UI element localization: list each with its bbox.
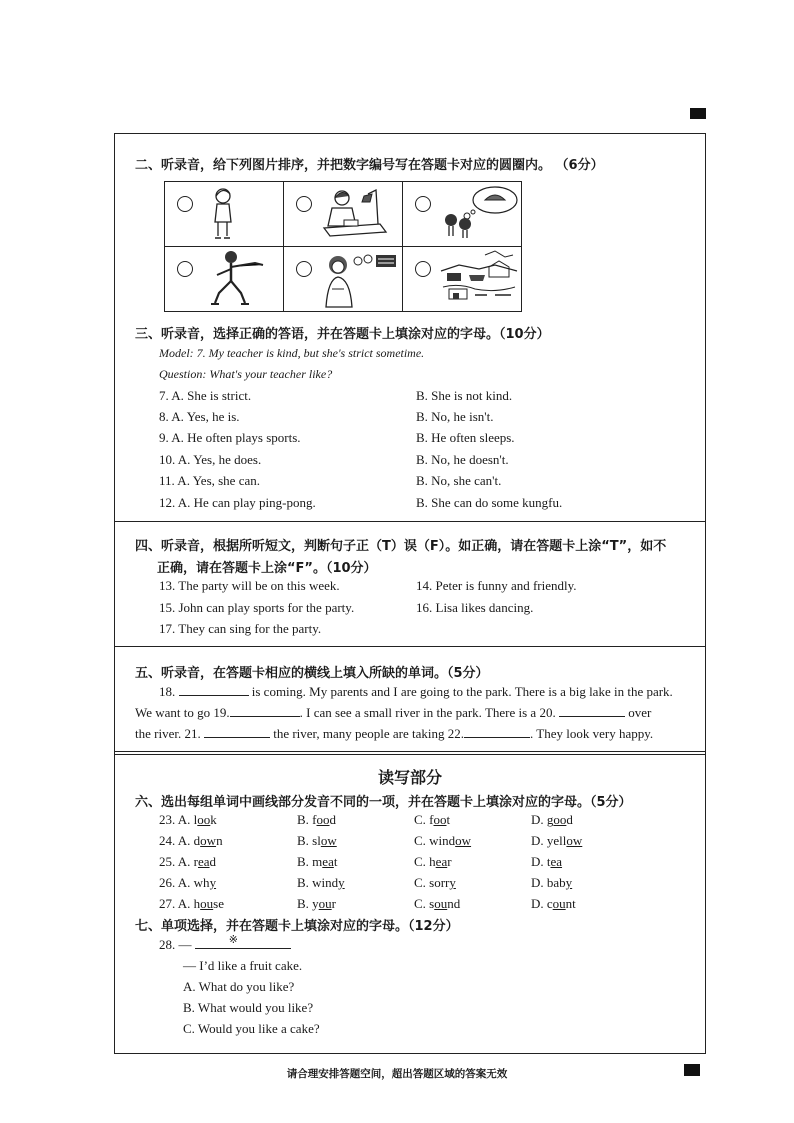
- section4-title-line1: 四、听录音，根据所听短文，判断句子正（T）误（F）。如正确，请在答题卡上涂“T”，如不: [135, 539, 667, 554]
- eating-kids-icon: [439, 184, 521, 240]
- park-scene-icon: [439, 247, 519, 307]
- underlined-letters: y: [565, 875, 573, 890]
- q18-label: 18.: [159, 684, 176, 699]
- option-text: B. m: [297, 854, 323, 869]
- divider: [115, 646, 705, 647]
- answer-circle[interactable]: [296, 196, 312, 212]
- divider: [115, 751, 705, 752]
- answer-circle[interactable]: [415, 196, 431, 212]
- option-text: 25. A. r: [159, 854, 198, 869]
- divider: [115, 754, 705, 755]
- option-text: C. s: [414, 896, 435, 911]
- option-text: t: [446, 812, 451, 827]
- picture-cell-5: [284, 247, 403, 311]
- option-text: D. yell: [531, 833, 567, 848]
- q22-blank[interactable]: [464, 725, 530, 738]
- q8-a: 8. A. Yes, he is.: [159, 409, 240, 424]
- picture-cell-3: [403, 182, 522, 246]
- kungfu-icon: [205, 247, 271, 309]
- picture-grid: [164, 181, 522, 312]
- reading-writing-heading: 读写部分: [377, 768, 442, 787]
- q28-line: [159, 936, 291, 953]
- q28-mark: ※: [228, 934, 238, 946]
- q7-b: B. She is not kind.: [416, 388, 513, 403]
- underlined-letters: y: [209, 875, 217, 890]
- underlined-letters: oo: [197, 812, 211, 827]
- boy-icon: [207, 186, 247, 242]
- answer-frame: [114, 133, 706, 1054]
- answer-circle[interactable]: [296, 261, 312, 277]
- option-text: D. c: [531, 896, 553, 911]
- q9-a: 9. A. He often plays sports.: [159, 430, 301, 445]
- underlined-letters: ea: [322, 854, 334, 869]
- option-text: B. y: [297, 896, 319, 911]
- underlined-letters: ea: [198, 854, 210, 869]
- q15: 15. John can play sports for the party.: [159, 600, 355, 615]
- option-text: 26. A. wh: [159, 875, 210, 890]
- option-text: D. t: [531, 854, 551, 869]
- q16: 16. Lisa likes dancing.: [416, 600, 534, 615]
- option-text: 23. A. l: [159, 812, 198, 827]
- cloze-text: . They look very happy.: [530, 726, 654, 741]
- phonics-option: [159, 896, 224, 912]
- section3-title: 三、听录音，选择正确的答语，并在答题卡上填涂对应的字母。（10分）: [135, 327, 550, 342]
- underlined-letters: y: [449, 875, 456, 890]
- grandma-icon: [320, 249, 400, 309]
- underlined-letters: oo: [433, 812, 447, 827]
- option-text: d: [566, 812, 573, 827]
- phonics-option: [531, 833, 582, 849]
- option-text: n: [216, 833, 223, 848]
- divider: [115, 521, 705, 522]
- underlined-letters: oo: [553, 812, 567, 827]
- picture-cell-4: [165, 247, 284, 311]
- q17: 17. They can sing for the party.: [159, 621, 322, 636]
- option-text: B. wind: [297, 875, 339, 890]
- underlined-letters: y: [338, 875, 345, 890]
- phonics-option: [414, 812, 450, 828]
- cloze-line-1: [159, 683, 673, 700]
- q28-answer: — I’d like a fruit cake.: [183, 958, 303, 973]
- cloze-line-2: [135, 704, 651, 721]
- cloze-text: the river. 21.: [135, 726, 201, 741]
- option-text: d: [329, 812, 336, 827]
- underlined-letters: ou: [552, 896, 566, 911]
- option-text: nd: [447, 896, 461, 911]
- cloze-text: We want to go 19.: [135, 705, 230, 720]
- phonics-option: [414, 875, 456, 891]
- option-text: se: [213, 896, 225, 911]
- question-line: Question: What's your teacher like?: [159, 367, 333, 381]
- q10-b: B. No, he doesn't.: [416, 452, 509, 467]
- underlined-letters: ea: [435, 854, 448, 869]
- q11-a: 11. A. Yes, she can.: [159, 473, 260, 488]
- q14: 14. Peter is funny and friendly.: [416, 578, 577, 593]
- option-text: D. bab: [531, 875, 566, 890]
- option-text: C. wind: [414, 833, 456, 848]
- q28-label: 28. —: [159, 937, 192, 952]
- phonics-option: [297, 854, 337, 870]
- option-text: 27. A. h: [159, 896, 201, 911]
- cloze-text: over: [628, 705, 652, 720]
- phonics-option: [531, 896, 576, 912]
- q28-blank[interactable]: [195, 936, 291, 949]
- option-text: 24. A. d: [159, 833, 201, 848]
- reading-at-desk-icon: [320, 186, 394, 242]
- underlined-letters: ou: [434, 896, 448, 911]
- underlined-letters: ou: [318, 896, 332, 911]
- underlined-letters: oo: [316, 812, 330, 827]
- picture-cell-1: [165, 182, 284, 246]
- phonics-option: [531, 875, 572, 891]
- option-text: r: [331, 896, 337, 911]
- phonics-option: [159, 833, 223, 849]
- phonics-option: [297, 875, 345, 891]
- q12-b: B. She can do some kungfu.: [416, 495, 563, 510]
- q18-blank[interactable]: [179, 683, 249, 696]
- phonics-option: [414, 896, 460, 912]
- underlined-letters: ow: [455, 833, 472, 848]
- q11-b: B. No, she can't.: [416, 473, 502, 488]
- section7-title: 七、单项选择，并在答题卡上填涂对应的字母。（12分）: [135, 919, 459, 934]
- cloze-line-3: [135, 725, 653, 742]
- option-text: nt: [565, 896, 576, 911]
- option-text: t: [333, 854, 338, 869]
- cloze-text: . I can see a small river in the park. There is a 20.: [299, 705, 556, 720]
- option-text: B. f: [297, 812, 317, 827]
- option-text: C. f: [414, 812, 434, 827]
- underlined-letters: ea: [550, 854, 563, 869]
- option-text: r: [447, 854, 452, 869]
- option-text: C. sorr: [414, 875, 450, 890]
- underlined-letters: ow: [200, 833, 217, 848]
- section6-title: 六、选出每组单词中画线部分发音不同的一项，并在答题卡上填涂对应的字母。（5分）: [135, 795, 632, 810]
- option-text: B. sl: [297, 833, 321, 848]
- picture-cell-6: [403, 247, 522, 311]
- option-text: C. h: [414, 854, 436, 869]
- option-text: d: [209, 854, 217, 869]
- corner-mark-top: [690, 108, 706, 119]
- section5-title: 五、听录音，在答题卡相应的横线上填入所缺的单词。（5分）: [135, 666, 489, 681]
- q28-option-b: B. What would you like?: [183, 1000, 314, 1015]
- phonics-option: [297, 812, 336, 828]
- q10-a: 10. A. Yes, he does.: [159, 452, 262, 467]
- q8-b: B. No, he isn't.: [416, 409, 494, 424]
- section4-title-line2: 正确，请在答题卡上涂“F”。（10分）: [157, 561, 377, 576]
- option-text: D. g: [531, 812, 554, 827]
- answer-circle[interactable]: [177, 196, 193, 212]
- section2-title: 二、听录音，给下列图片排序，并把数字编号写在答题卡对应的圆圈内。 （6分）: [135, 158, 604, 173]
- picture-cell-2: [284, 182, 403, 246]
- q13: 13. The party will be on this week.: [159, 578, 340, 593]
- phonics-option: [531, 854, 562, 870]
- q9-b: B. He often sleeps.: [416, 430, 515, 445]
- q12-a: 12. A. He can play ping-pong.: [159, 495, 316, 510]
- q21-blank[interactable]: [204, 725, 270, 738]
- q19-blank[interactable]: [230, 704, 300, 717]
- phonics-option: [414, 833, 471, 849]
- cloze-text: is coming. My parents and I are going to the park. There is a big lake in the park.: [251, 684, 673, 699]
- phonics-option: [297, 833, 337, 849]
- phonics-option: [414, 854, 452, 870]
- q20-blank[interactable]: [559, 704, 625, 717]
- footer-note: 请合理安排答题空间，超出答题区域的答案无效: [286, 1068, 508, 1080]
- answer-circle[interactable]: [177, 261, 193, 277]
- answer-circle[interactable]: [415, 261, 431, 277]
- q28-option-c: C. Would you like a cake?: [183, 1021, 320, 1036]
- phonics-option: [531, 812, 573, 828]
- q7-a: 7. A. She is strict.: [159, 388, 252, 403]
- option-text: k: [210, 812, 217, 827]
- phonics-option: [159, 854, 216, 870]
- phonics-option: [297, 896, 336, 912]
- phonics-option: [159, 812, 217, 828]
- model-line: Model: 7. My teacher is kind, but she's strict sometime.: [159, 346, 425, 360]
- underlined-letters: ou: [200, 896, 214, 911]
- cloze-text: the river, many people are taking 22.: [273, 726, 465, 741]
- underlined-letters: ow: [320, 833, 337, 848]
- phonics-option: [159, 875, 216, 891]
- q28-option-a: A. What do you like?: [183, 979, 295, 994]
- underlined-letters: ow: [566, 833, 583, 848]
